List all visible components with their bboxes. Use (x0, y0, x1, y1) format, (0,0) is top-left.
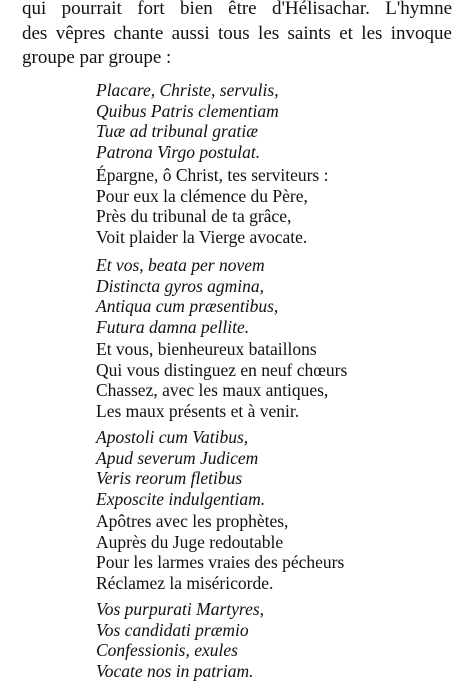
verse-line: Patrona Virgo postulat. (96, 141, 261, 162)
verse-line: Voit plaider la Vierge avocate. (96, 226, 308, 247)
intro-line: qui pourrait fort bien être d'Hélisachar. L'hymne (22, 0, 452, 19)
verse-line: Vos purpurati Martyres, (96, 599, 265, 619)
verse-line: Chassez, avec les maux antiques, (96, 380, 329, 401)
verse-line: Pour eux la clémence du Père, (96, 185, 308, 206)
verse-line: Auprès du Juge redoutable (96, 531, 284, 552)
verse-line: Veris reorum fletibus (96, 468, 243, 489)
verse-line: Réclamez la miséricorde. (96, 572, 274, 593)
verse-line: Qui vous distinguez en neuf chœurs (96, 359, 348, 380)
verse-line: Près du tribunal de ta grâce, (96, 206, 292, 227)
verse-line: Et vos, beata per novem (96, 255, 265, 275)
verse-line: Futura damna pellite. (96, 316, 250, 337)
stanza (96, 599, 436, 681)
verse-line: Épargne, ô Christ, tes serviteurs : (96, 165, 329, 185)
stanza (96, 165, 436, 247)
stanza-french-3 (96, 511, 436, 593)
stanza (96, 255, 436, 337)
verse-line: Et vous, bienheureux bataillons (96, 339, 317, 359)
verse-line: Apostoli cum Vatibus, (96, 427, 249, 447)
verse-line: Vocate nos in patriam. (96, 660, 254, 681)
verse-line: Les maux présents et à venir. (96, 400, 300, 421)
intro-line: des vêpres chante aussi tous les saints et les invoque (22, 22, 452, 44)
stanza-french-1 (96, 165, 436, 247)
stanza-latin-4 (96, 599, 436, 681)
verse-line: Quibus Patris clementiam (96, 100, 279, 121)
stanza (96, 80, 436, 162)
verse-line: Placare, Christe, servulis, (96, 80, 279, 100)
intro-paragraph (22, 0, 452, 71)
verse-line: Confessionis, exules (96, 640, 238, 661)
verse-line: Distincta gyros agmina, (96, 275, 265, 296)
stanza-french-2 (96, 339, 436, 421)
verse-line: Vos candidati præmio (96, 619, 249, 640)
stanza-latin-2 (96, 255, 436, 337)
verse-line: Apud severum Judicem (96, 447, 259, 468)
intro-line: groupe par groupe : (22, 47, 172, 68)
stanza (96, 511, 436, 593)
verse-line: Apôtres avec les prophètes, (96, 511, 289, 531)
stanza-latin-1 (96, 80, 436, 162)
verse-line: Antiqua cum præsentibus, (96, 296, 279, 317)
verse-line: Pour les larmes vraies des pécheurs (96, 552, 345, 573)
stanza (96, 339, 436, 421)
stanza-latin-3 (96, 427, 436, 509)
verse-line: Tuæ ad tribunal gratiæ (96, 121, 258, 142)
verse-line: Exposcite indulgentiam. (96, 488, 266, 509)
stanza (96, 427, 436, 509)
